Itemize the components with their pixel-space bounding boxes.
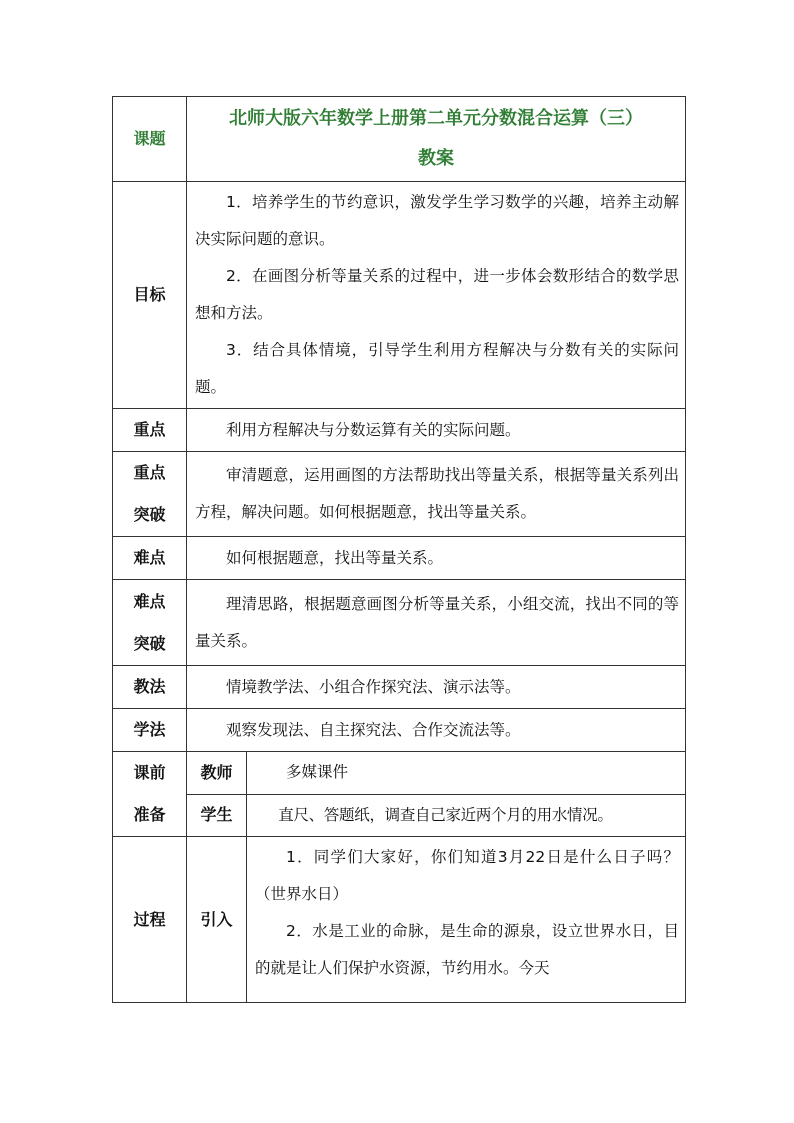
teaching-method-text: 情境教学法、小组合作探究法、演示法等。 [226, 677, 521, 696]
teaching-method-label: 教法 [113, 666, 187, 709]
student-label: 学生 [187, 794, 247, 837]
row-key-point [113, 409, 686, 452]
row-diff-break [113, 580, 686, 666]
lesson-title [187, 97, 686, 182]
row-goals [113, 182, 686, 409]
title-label: 课题 [113, 97, 187, 182]
goal-item: 3．结合具体情境，引导学生利用方程解决与分数有关的实际问题。 [195, 341, 679, 396]
learning-method-content [187, 709, 686, 752]
teacher-prep-content [247, 752, 686, 795]
row-prep-teacher [113, 752, 686, 795]
goal-item: 1．培养学生的节约意识，激发学生学习数学的兴趣，培养主动解决实际问题的意识。 [195, 193, 679, 248]
diff-break-label-line1: 难点 [133, 591, 166, 611]
lesson-title-line1: 北师大版六年数学上册第二单元分数混合运算（三） [229, 108, 643, 129]
row-key-break [113, 452, 686, 537]
key-break-text: 审清题意，运用画图的方法帮助找出等量关系，根据等量关系列出方程，解决问题。如何根据题意，找出等量关系。 [195, 466, 679, 521]
row-prep-student [113, 794, 686, 837]
teaching-method-content [187, 666, 686, 709]
row-teaching-method [113, 666, 686, 709]
learning-method-label: 学法 [113, 709, 187, 752]
lesson-title-line2: 教案 [418, 148, 454, 169]
goal-content [187, 182, 686, 409]
intro-paragraph: 1．同学们大家好，你们知道3月22日是什么日子吗？（世界水日） [255, 848, 679, 903]
diff-break-label-line2: 突破 [133, 633, 166, 653]
key-point-text: 利用方程解决与分数运算有关的实际问题。 [226, 420, 521, 439]
lesson-plan-table [112, 96, 686, 1003]
row-title [113, 97, 686, 182]
goal-label: 目标 [113, 182, 187, 409]
row-difficulty [113, 537, 686, 580]
diff-break-label [113, 580, 187, 666]
student-prep-text: 直尺、答题纸，调查自己家近两个月的用水情况。 [278, 805, 613, 824]
process-label: 过程 [113, 837, 187, 1003]
difficulty-label: 难点 [113, 537, 187, 580]
diff-break-content [187, 580, 686, 666]
difficulty-text: 如何根据题意，找出等量关系。 [226, 548, 444, 567]
intro-label: 引入 [187, 837, 247, 1003]
intro-paragraph: 2．水是工业的命脉，是生命的源泉，设立世界水日，目的就是让人们保护水资源，节约用水。今天 [255, 922, 679, 977]
key-break-label-line2: 突破 [133, 505, 166, 524]
key-break-label-line1: 重点 [133, 463, 166, 482]
teacher-label: 教师 [187, 752, 247, 795]
intro-content [247, 837, 686, 1003]
key-break-label [113, 452, 187, 537]
key-break-content [187, 452, 686, 537]
row-learning-method [113, 709, 686, 752]
difficulty-content [187, 537, 686, 580]
prep-label-line1: 课前 [133, 763, 166, 782]
learning-method-text: 观察发现法、自主探究法、合作交流法等。 [226, 720, 521, 739]
prep-label-line2: 准备 [133, 805, 166, 824]
teacher-prep-text: 多媒课件 [286, 763, 349, 782]
diff-break-text: 理清思路，根据题意画图分析等量关系，小组交流，找出不同的等量关系。 [195, 594, 679, 650]
prep-label [113, 752, 187, 837]
student-prep-content [247, 794, 686, 837]
row-process [113, 837, 686, 1003]
key-point-content [187, 409, 686, 452]
goal-item: 2．在画图分析等量关系的过程中，进一步体会数形结合的数学思想和方法。 [195, 267, 679, 322]
key-point-label: 重点 [113, 409, 187, 452]
